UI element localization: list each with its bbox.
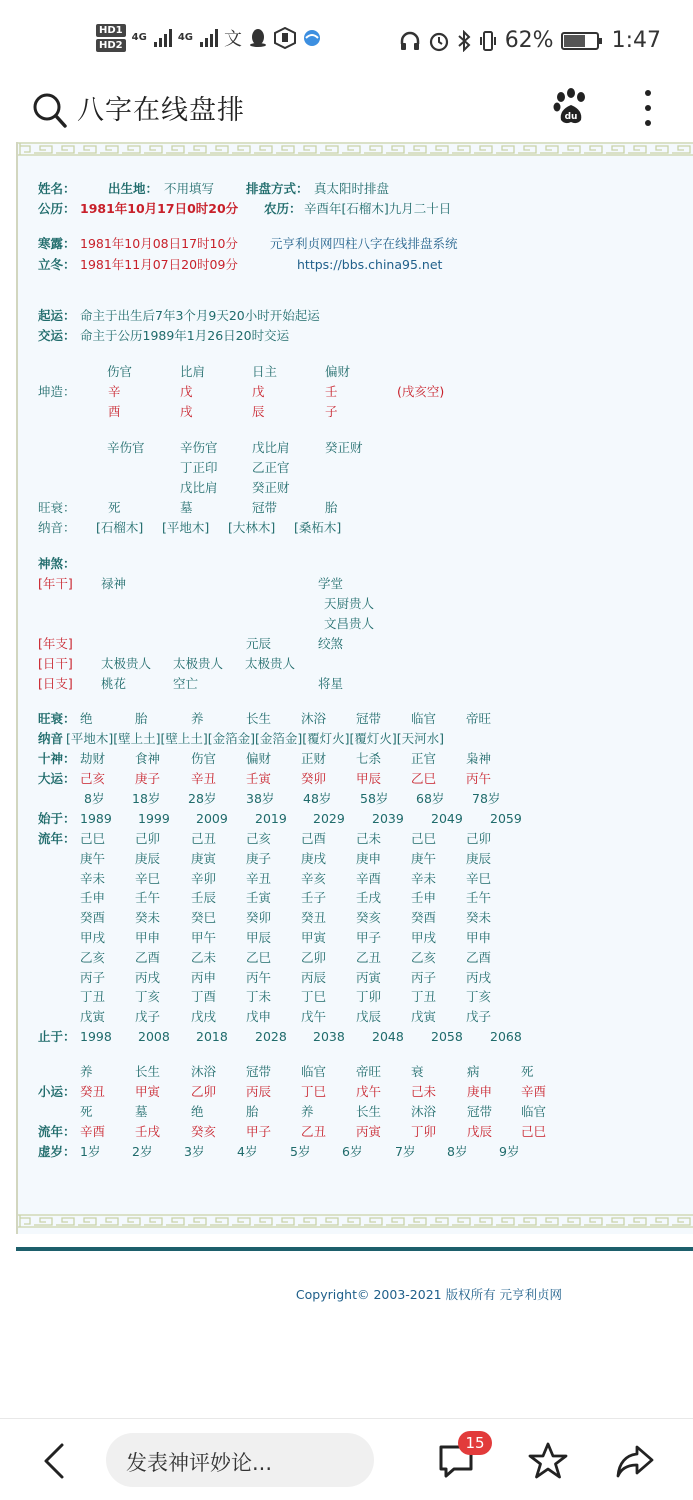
liunian-cell: 戊辰 — [356, 1009, 382, 1025]
dayun-cell: 辛丑 — [191, 771, 217, 786]
xy-liunian-cell: 丁卯 — [411, 1124, 437, 1139]
jiaoyun-label: 交运： — [38, 328, 76, 343]
liunian-cell: 庚辰 — [466, 850, 492, 866]
hidden-row2-cell: 乙正官 — [252, 460, 290, 475]
shensha-ri-zhi-4: 将星 — [318, 676, 344, 691]
zhiyu-cell: 2038 — [313, 1029, 345, 1044]
dy-nayin-label: 纳音 — [38, 731, 64, 746]
copyright: Copyright© 2003-2021 版权所有 元亨利贞网 — [295, 1287, 563, 1302]
ten-gods-top-cell: 偏财 — [325, 364, 351, 379]
liunian-cell: 戊寅 — [411, 1009, 437, 1025]
birthplace-label: 出生地： — [108, 181, 159, 196]
liunian-cell: 辛巳 — [466, 870, 492, 886]
liunian-cell: 乙亥 — [80, 949, 106, 965]
liunian-cell: 丁未 — [246, 989, 272, 1005]
liunian-cell: 丁亥 — [466, 989, 492, 1005]
liunian-cell: 庚午 — [411, 850, 437, 866]
kunzao-label: 坤造： — [38, 384, 76, 399]
shiyu-cell: 2039 — [372, 811, 404, 826]
xy-bottom-cell: 胎 — [246, 1104, 259, 1119]
dy-ages-cell: 8岁 — [84, 791, 105, 806]
shiyu-cell: 2019 — [255, 811, 287, 826]
wangshuai-cell: 墓 — [180, 500, 193, 515]
signal-icon — [154, 29, 172, 47]
xiaoyun-cell: 庚申 — [467, 1084, 493, 1099]
liunian-cell: 壬辰 — [191, 890, 217, 906]
hanlu-label: 寒露： — [38, 236, 76, 251]
liunian-cell: 戊申 — [246, 1009, 272, 1025]
dy-wangshuai-cell: 养 — [191, 711, 204, 726]
app-bar — [0, 84, 693, 140]
shensha-ri-zhi-2: 空亡 — [173, 676, 199, 691]
liunian-cell: 庚戌 — [301, 850, 327, 866]
battery-percent: 62% — [504, 28, 554, 53]
dayun-cell: 壬寅 — [246, 771, 272, 786]
liunian-cell: 乙卯 — [301, 949, 327, 965]
hidden-row2-cell: 丁正印 — [180, 460, 218, 475]
zhiyu-cell: 2048 — [372, 1029, 404, 1044]
liunian-cell: 己卯 — [135, 831, 161, 846]
liunian-cell: 甲午 — [191, 930, 217, 945]
dayun-cell: 甲辰 — [356, 771, 382, 786]
liunian-cell: 己卯 — [466, 831, 492, 846]
hidden-row1-cell: 辛伤官 — [180, 440, 218, 455]
liunian-cell: 癸巳 — [191, 910, 217, 926]
hand-icon — [274, 27, 296, 49]
liunian-cell: 壬申 — [80, 890, 106, 906]
wangshuai-label: 旺衰： — [38, 500, 76, 515]
liunian-cell: 癸亥 — [356, 910, 382, 926]
liunian-cell: 甲申 — [135, 930, 161, 945]
liunian-cell: 丙辰 — [301, 969, 327, 985]
nayin-cell: [桑柘木] — [294, 520, 342, 535]
branches-cell: 辰 — [252, 404, 265, 419]
lidong-value: 1981年11月07日20时09分 — [80, 257, 238, 272]
xusui-cell: 4岁 — [237, 1144, 258, 1159]
dy-shishen-label: 十神： — [38, 751, 76, 766]
liunian-cell: 壬午 — [135, 890, 161, 906]
liunian-cell: 乙丑 — [356, 949, 382, 965]
dy-wangshuai-cell: 临官 — [411, 711, 437, 726]
dy-ages-cell: 58岁 — [360, 791, 389, 806]
hd-indicator — [96, 24, 126, 52]
lidong-label: 立冬： — [38, 257, 76, 272]
shensha-ri-zhi-1: 桃花 — [101, 676, 127, 691]
liunian-cell: 壬子 — [301, 890, 327, 906]
liunian-cell: 癸酉 — [80, 910, 106, 926]
liunian-cell: 壬戌 — [356, 890, 382, 906]
shensha-label: 神煞： — [38, 556, 76, 571]
jiaoyun-value: 命主于公历1989年1月26日20时交运 — [80, 328, 290, 343]
dayun-cell: 乙巳 — [411, 771, 437, 786]
signal-icon-2 — [200, 29, 218, 47]
dy-wangshuai-cell: 绝 — [80, 711, 93, 726]
xy-liunian-cell: 癸亥 — [191, 1124, 217, 1139]
star-icon[interactable] — [528, 1441, 568, 1481]
liunian-cell: 戊寅 — [80, 1009, 106, 1025]
liunian-cell: 戊子 — [135, 1009, 161, 1025]
xusui-cell: 7岁 — [395, 1144, 416, 1159]
hanlu-value: 1981年10月08日17时10分 — [80, 236, 238, 251]
zhiyu-cell: 1998 — [80, 1029, 112, 1044]
svg-text:du: du — [564, 112, 578, 122]
nayin-cell: [大林木] — [228, 520, 276, 535]
xiaoyun-cell: 癸丑 — [80, 1084, 106, 1099]
dy-wangshuai-cell: 沐浴 — [301, 711, 327, 726]
dayun-cell: 癸卯 — [301, 771, 327, 786]
qiyun-label: 起运： — [38, 308, 76, 323]
liunian-cell: 庚午 — [80, 850, 106, 866]
liunian-cell: 辛未 — [411, 870, 437, 886]
xy-top-cell: 养 — [80, 1064, 93, 1079]
clock: 1:47 — [611, 28, 661, 53]
xy-liunian-cell: 乙丑 — [301, 1124, 327, 1139]
method-value: 真太阳时排盘 — [314, 181, 390, 196]
solar-value: 1981年10月17日0时20分 — [80, 201, 239, 216]
footer-divider — [16, 1247, 693, 1251]
xy-liunian-cell: 丙寅 — [356, 1124, 382, 1139]
xiaoyun-cell: 丙辰 — [246, 1084, 272, 1099]
shensha-nian-gan-4c: 文昌贵人 — [324, 616, 375, 631]
liunian-cell: 辛亥 — [301, 870, 327, 886]
zhiyu-cell: 2008 — [138, 1029, 170, 1044]
liunian-cell: 丙子 — [411, 969, 437, 985]
liunian-cell: 乙酉 — [135, 949, 161, 965]
liunian-cell: 辛卯 — [191, 870, 217, 886]
xy-liunian-cell: 甲子 — [246, 1124, 272, 1139]
alarm-icon — [428, 30, 450, 52]
dy-shishen-cell: 七杀 — [356, 751, 382, 766]
stems-cell: 戊 — [252, 384, 265, 399]
liunian-cell: 庚申 — [356, 850, 382, 866]
xusui-label: 虚岁： — [38, 1144, 76, 1159]
search-icon[interactable] — [32, 90, 68, 130]
bluetooth-icon — [457, 30, 471, 52]
page-title: 八字在线盘排 — [77, 95, 245, 126]
qiyun-value: 命主于出生后7年3个月9天20小时开始起运 — [80, 308, 320, 323]
liunian-cell: 甲戌 — [80, 930, 106, 945]
shiyu-cell: 2049 — [431, 811, 463, 826]
liunian-cell: 乙酉 — [466, 949, 492, 965]
zhiyu-cell: 2058 — [431, 1029, 463, 1044]
shensha-nian-gan-4b: 天厨贵人 — [324, 596, 375, 611]
xy-bottom-cell: 冠带 — [467, 1104, 493, 1119]
ri-zhi-label: [日支] — [38, 676, 73, 691]
xusui-cell: 8岁 — [447, 1144, 468, 1159]
dayun-cell: 丙午 — [466, 771, 492, 786]
liunian-cell: 壬寅 — [246, 890, 272, 906]
hidden-row3-cell: 戊比肩 — [180, 480, 218, 495]
dy-ages-cell: 18岁 — [132, 791, 161, 806]
shensha-ri-gan-2: 太极贵人 — [173, 656, 224, 671]
bottom-bar — [0, 1418, 693, 1500]
shensha-nian-zhi-4: 绞煞 — [318, 636, 344, 651]
xusui-cell: 3岁 — [184, 1144, 205, 1159]
stems-cell: 辛 — [108, 384, 121, 399]
back-icon[interactable] — [40, 1441, 70, 1481]
liunian-cell: 甲戌 — [411, 930, 437, 945]
xy-liunian-cell: 戊辰 — [467, 1124, 493, 1139]
dy-shishen-cell: 伤官 — [191, 751, 217, 766]
liunian-cell: 壬午 — [466, 890, 492, 906]
liunian-cell: 丙戌 — [135, 969, 161, 985]
dy-shishen-cell: 枭神 — [466, 751, 492, 766]
liunian-cell: 癸酉 — [411, 910, 437, 926]
xusui-cell: 2岁 — [132, 1144, 153, 1159]
xy-top-cell: 冠带 — [246, 1064, 272, 1079]
shiyu-cell: 1989 — [80, 811, 112, 826]
xy-liunian-cell: 壬戌 — [135, 1124, 161, 1139]
stems-cell: 壬 — [325, 384, 338, 399]
decorative-border-bottom — [18, 1214, 693, 1228]
xy-bottom-cell: 墓 — [135, 1104, 148, 1119]
liunian-cell: 癸丑 — [301, 910, 327, 926]
liunian-cell: 戊子 — [466, 1009, 492, 1025]
dy-ages-cell: 78岁 — [472, 791, 501, 806]
xiaoyun-cell: 丁巳 — [301, 1084, 327, 1099]
wangshuai-cell: 死 — [108, 500, 121, 515]
branches-cell: 戌 — [180, 404, 193, 419]
battery-icon — [561, 32, 599, 50]
shiyu-cell: 2059 — [490, 811, 522, 826]
xy-top-cell: 沐浴 — [191, 1064, 217, 1079]
xusui-cell: 1岁 — [80, 1144, 101, 1159]
hidden-row3-cell: 癸正财 — [252, 480, 290, 495]
status-right — [399, 28, 661, 53]
liunian-cell: 甲子 — [356, 930, 382, 945]
dy-shishen-cell: 劫财 — [80, 751, 106, 766]
xy-bottom-cell: 养 — [301, 1104, 314, 1119]
name-label: 姓名： — [38, 181, 76, 196]
browser-icon — [302, 28, 322, 48]
ten-gods-top-cell: 伤官 — [107, 364, 133, 379]
liunian-cell: 辛巳 — [135, 870, 161, 886]
liunian-cell: 己酉 — [301, 831, 327, 846]
liunian-cell: 壬申 — [411, 890, 437, 906]
liunian-cell: 己亥 — [246, 831, 272, 846]
xiaoyun-cell: 辛酉 — [521, 1084, 547, 1099]
zhiyu-cell: 2028 — [255, 1029, 287, 1044]
zhiyu-cell: 2068 — [490, 1029, 522, 1044]
method-label: 排盘方式： — [246, 181, 309, 196]
liunian-cell: 庚子 — [246, 850, 272, 866]
liunian-cell: 己未 — [356, 831, 382, 846]
liunian-cell: 戊午 — [301, 1009, 327, 1025]
dy-nayin: [平地木][壁上土][壁上土][金箔金][金箔金][覆灯火][覆灯火][天河水] — [66, 731, 445, 746]
liunian-cell: 丙申 — [191, 969, 217, 985]
liunian-cell: 庚寅 — [191, 850, 217, 866]
status-left — [96, 24, 322, 52]
stems-cell: 戊 — [180, 384, 193, 399]
lunar-value: 辛酉年[石榴木]九月二十日 — [304, 201, 452, 216]
xy-bottom-cell: 死 — [80, 1104, 93, 1119]
zhiyu-label: 止于： — [38, 1029, 76, 1044]
dy-ages-cell: 48岁 — [303, 791, 332, 806]
xy-liunian-label: 流年： — [38, 1124, 76, 1139]
dy-shishen-cell: 食神 — [135, 751, 161, 766]
dy-shishen-cell: 正财 — [301, 751, 327, 766]
liunian-cell: 丙午 — [246, 969, 272, 985]
liunian-cell: 丙子 — [80, 969, 106, 985]
liunian-cell: 丁酉 — [191, 989, 217, 1005]
dy-shishen-cell: 偏财 — [246, 751, 272, 766]
shensha-ri-gan-3: 太极贵人 — [245, 656, 296, 671]
dy-ages-cell: 28岁 — [188, 791, 217, 806]
xiaoyun-label: 小运： — [38, 1084, 76, 1099]
xy-top-cell: 病 — [467, 1064, 480, 1079]
xy-top-cell: 临官 — [301, 1064, 327, 1079]
xusui-cell: 9岁 — [499, 1144, 520, 1159]
liunian-cell: 甲辰 — [246, 930, 272, 945]
nayin-cell: [平地木] — [162, 520, 210, 535]
shiyu-label: 始于： — [38, 811, 76, 826]
dayun-label: 大运： — [38, 771, 76, 786]
nian-gan-label: [年干] — [38, 576, 73, 591]
dayun-cell: 己亥 — [80, 771, 106, 786]
liunian-cell: 丁丑 — [80, 989, 106, 1005]
dy-ages-cell: 68岁 — [416, 791, 445, 806]
xy-bottom-cell: 绝 — [191, 1104, 204, 1119]
liunian-cell: 癸未 — [466, 910, 492, 926]
liunian-cell: 丙戌 — [466, 969, 492, 985]
liunian-cell: 辛未 — [80, 870, 106, 886]
shensha-nian-zhi-3: 元辰 — [246, 636, 272, 651]
xy-top-cell: 衰 — [411, 1064, 424, 1079]
liunian-cell: 庚辰 — [135, 850, 161, 866]
dy-wangshuai-label: 旺衰： — [38, 711, 76, 726]
liunian-cell: 己丑 — [191, 831, 217, 846]
share-icon[interactable] — [615, 1441, 655, 1481]
liunian-cell: 己巳 — [80, 831, 106, 846]
kongwang: (戌亥空) — [397, 384, 445, 399]
xusui-cell: 6岁 — [342, 1144, 363, 1159]
dayun-cell: 庚子 — [135, 771, 161, 786]
wangshuai-cell: 冠带 — [252, 500, 278, 515]
branches-cell: 子 — [325, 404, 338, 419]
nayin-cell: [石榴木] — [96, 520, 144, 535]
system-name: 元亨利贞网四柱八字在线排盘系统 — [270, 236, 458, 251]
birthplace-value: 不用填写 — [164, 181, 215, 196]
ten-gods-top-cell: 日主 — [252, 364, 278, 379]
dy-wangshuai-cell: 胎 — [135, 711, 148, 726]
status-bar — [0, 0, 693, 84]
more-options-icon[interactable] — [640, 88, 656, 128]
translate-icon: 文 — [223, 29, 242, 50]
site-url[interactable]: https://bbs.china95.net — [297, 257, 443, 272]
solar-label: 公历： — [38, 201, 76, 216]
nayin-label: 纳音： — [38, 520, 76, 535]
shiyu-cell: 2029 — [313, 811, 345, 826]
shiyu-cell: 2009 — [196, 811, 228, 826]
liunian-cell: 辛丑 — [246, 870, 272, 886]
xy-bottom-cell: 长生 — [356, 1104, 382, 1119]
hd1-label: HD1 — [96, 24, 126, 37]
liunian-cell: 丁卯 — [356, 989, 382, 1005]
hd2-label: HD2 — [96, 39, 126, 52]
dy-shishen-cell: 正官 — [411, 751, 437, 766]
xiaoyun-cell: 己未 — [411, 1084, 437, 1099]
xy-top-cell: 死 — [521, 1064, 534, 1079]
liunian-cell: 丁巳 — [301, 989, 327, 1005]
ten-gods-top-cell: 比肩 — [180, 364, 206, 379]
shensha-nian-gan-4a: 学堂 — [318, 576, 344, 591]
liunian-cell: 甲寅 — [301, 930, 327, 945]
xusui-cell: 5岁 — [290, 1144, 311, 1159]
liunian-cell: 乙亥 — [411, 949, 437, 965]
xy-top-cell: 帝旺 — [356, 1064, 382, 1079]
comment-count-badge: 15 — [458, 1431, 492, 1455]
liunian-cell: 丙寅 — [356, 969, 382, 985]
network-type-1: 4G — [131, 32, 147, 43]
liunian-cell: 丁丑 — [411, 989, 437, 1005]
dy-wangshuai-cell: 帝旺 — [466, 711, 492, 726]
hidden-row1-cell: 癸正财 — [325, 440, 363, 455]
xiaoyun-cell: 乙卯 — [191, 1084, 217, 1099]
liunian-cell: 戊戌 — [191, 1009, 217, 1025]
hidden-row1-cell: 戊比肩 — [252, 440, 290, 455]
nian-zhi-label: [年支] — [38, 636, 73, 651]
shensha-ri-gan-1: 太极贵人 — [101, 656, 152, 671]
headphones-icon — [399, 30, 421, 52]
wangshuai-cell: 胎 — [325, 500, 338, 515]
liunian-cell: 己巳 — [411, 831, 437, 846]
dy-wangshuai-cell: 长生 — [246, 711, 272, 726]
xy-top-cell: 长生 — [135, 1064, 161, 1079]
shensha-nian-gan-1: 禄神 — [101, 576, 127, 591]
xy-bottom-cell: 沐浴 — [411, 1104, 437, 1119]
shiyu-cell: 1999 — [138, 811, 170, 826]
liunian-label: 流年： — [38, 831, 76, 846]
comment-input[interactable]: 发表神评妙论... — [106, 1433, 374, 1487]
zhiyu-cell: 2018 — [196, 1029, 228, 1044]
liunian-cell: 甲申 — [466, 930, 492, 945]
liunian-cell: 癸卯 — [246, 910, 272, 926]
xy-liunian-cell: 己巳 — [521, 1124, 547, 1139]
liunian-cell: 丁亥 — [135, 989, 161, 1005]
liunian-cell: 癸未 — [135, 910, 161, 926]
liunian-cell: 辛酉 — [356, 870, 382, 886]
network-type-2: 4G — [177, 32, 193, 43]
liunian-cell: 乙巳 — [246, 949, 272, 965]
dy-ages-cell: 38岁 — [246, 791, 275, 806]
xy-bottom-cell: 临官 — [521, 1104, 547, 1119]
liunian-cell: 乙未 — [191, 949, 217, 965]
xiaoyun-cell: 戊午 — [356, 1084, 382, 1099]
vibrate-icon — [478, 30, 498, 52]
hidden-row1-cell: 辛伤官 — [107, 440, 145, 455]
ri-gan-label: [日干] — [38, 656, 73, 671]
decorative-border-top — [18, 142, 693, 156]
xiaoyun-cell: 甲寅 — [135, 1084, 161, 1099]
xy-liunian-cell: 辛酉 — [80, 1124, 106, 1139]
dy-wangshuai-cell: 冠带 — [356, 711, 382, 726]
branches-cell: 酉 — [108, 404, 121, 419]
baidu-paw-icon[interactable] — [553, 88, 589, 126]
lunar-label: 农历： — [264, 201, 302, 216]
qq-icon — [248, 28, 268, 48]
